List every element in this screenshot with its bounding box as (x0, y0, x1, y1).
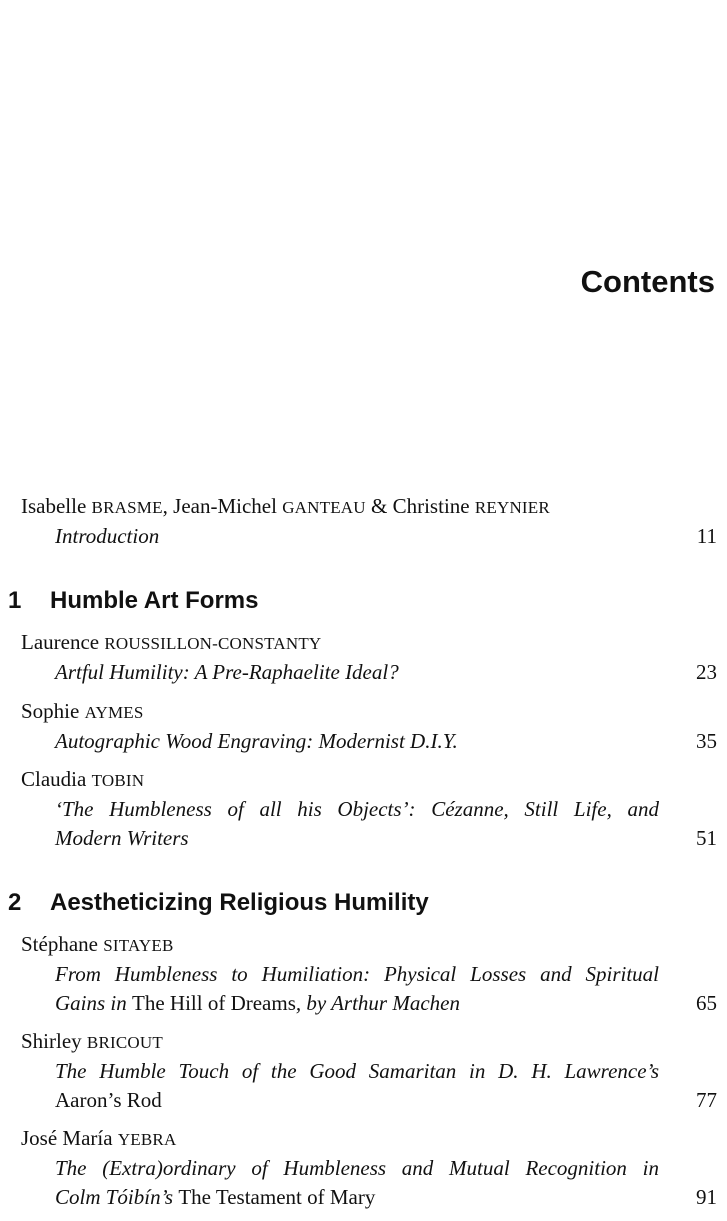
entry-authors (21, 697, 717, 727)
author-last-name: BRICOUT (86, 1033, 163, 1052)
toc-entry (21, 1124, 717, 1212)
entry-authors (21, 492, 717, 522)
author-first-name: Stéphane (21, 932, 104, 956)
entry-authors (21, 1124, 717, 1154)
entry-title-line: ‘The Humbleness of all his Objects’: Cézanne, Still Life, and (55, 797, 659, 821)
toc-entry (21, 765, 717, 853)
page-number: 35 (696, 729, 717, 753)
author-last-name: REYNIER (474, 498, 550, 517)
entry-title-line (55, 989, 659, 1018)
author-first-name: Isabelle (21, 494, 92, 518)
page-number: 91 (696, 1185, 717, 1209)
section-number: 1 (8, 587, 22, 614)
page-number: 11 (696, 524, 717, 548)
entry-title-line: The (Extra)ordinary of Humbleness and Mutual Recognition in (55, 1156, 659, 1180)
author-last-name: BRASME (91, 498, 163, 517)
entry-title[interactable]: Artful Humility: A Pre-Raphaelite Ideal? (55, 660, 399, 684)
title-text-italic: Gains in (55, 991, 133, 1015)
toc-entry (21, 697, 717, 756)
entry-title-row (21, 960, 717, 1018)
page-number: 23 (696, 660, 717, 684)
entry-title-row (21, 727, 717, 756)
toc-entry-introduction (21, 492, 717, 551)
author-first-name: & Christine (365, 494, 475, 518)
entry-title-line: The Humble Touch of the Good Samaritan in D. H. Lawrence’s (55, 1059, 659, 1083)
page-number: 51 (696, 826, 717, 850)
section-title: Humble Art Forms (50, 587, 259, 614)
page-number: 77 (696, 1088, 717, 1112)
entry-title[interactable] (55, 960, 659, 1018)
entry-title-row (21, 522, 717, 551)
author-first-name: Sophie (21, 699, 85, 723)
section-heading-2 (8, 887, 429, 919)
entry-title[interactable] (55, 1154, 659, 1212)
entry-authors (21, 1027, 717, 1057)
entry-title-row (21, 1057, 717, 1115)
entry-title[interactable]: Autographic Wood Engraving: Modernist D.I.Y. (55, 729, 458, 753)
entry-title-row (21, 658, 717, 687)
toc-entry (21, 930, 717, 1018)
author-first-name: Claudia (21, 767, 92, 791)
entry-title-row (21, 1154, 717, 1212)
entry-title[interactable] (55, 1057, 659, 1115)
entry-title-line (55, 1183, 659, 1212)
title-text-roman: The Hill of Dreams (132, 991, 296, 1015)
author-last-name: YEBRA (117, 1130, 177, 1149)
author-last-name: TOBIN (91, 771, 145, 790)
toc-entry (21, 628, 717, 687)
author-last-name: SITAYEB (103, 936, 174, 955)
entry-title-line: Modern Writers (55, 826, 189, 850)
entry-title-line: Aaron’s Rod (55, 1088, 162, 1112)
author-last-name: GANTEAU (282, 498, 366, 517)
entry-title[interactable]: Introduction (55, 524, 160, 548)
title-text-italic: , by Arthur Machen (295, 991, 460, 1015)
title-text-italic: Colm Tóibín’s (55, 1185, 179, 1209)
author-first-name: Shirley (21, 1029, 87, 1053)
author-first-name: José María (21, 1126, 118, 1150)
toc-entry (21, 1027, 717, 1115)
author-first-name: , Jean-Michel (162, 494, 283, 518)
author-last-name: AYMES (84, 703, 144, 722)
section-number: 2 (8, 889, 22, 916)
author-last-name: ROUSSILLON-CONSTANTY (104, 634, 322, 653)
page-title: Contents (580, 264, 715, 299)
entry-authors (21, 765, 717, 795)
entry-authors (21, 930, 717, 960)
page-number: 65 (696, 991, 717, 1015)
entry-title-row (21, 795, 717, 853)
section-heading-1 (8, 585, 258, 617)
author-first-name: Laurence (21, 630, 105, 654)
entry-authors (21, 628, 717, 658)
entry-title-line: From Humbleness to Humiliation: Physical Losses and Spiritual (55, 962, 659, 986)
section-title: Aestheticizing Religious Humility (50, 889, 429, 916)
title-text-roman: The Testament of Mary (178, 1185, 376, 1209)
entry-title[interactable] (55, 795, 659, 853)
